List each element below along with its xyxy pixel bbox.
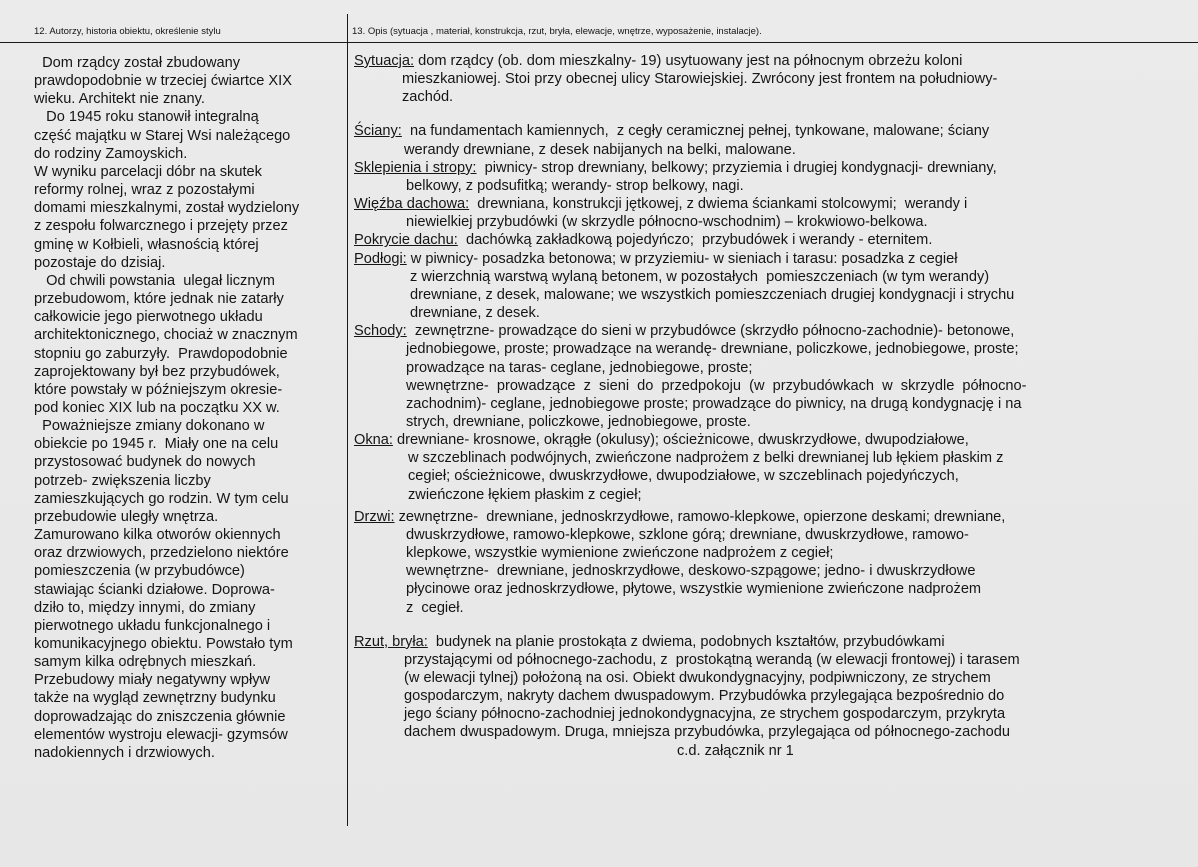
history-line: stopniu go zaburzyły. Prawdopodobnie xyxy=(34,345,288,362)
pokrycie-line-1: Pokrycie dachu: dachówką zakładkową pojedyńczo; przybudówek i werandy - eternitem. xyxy=(354,232,933,249)
history-line: Przebudowy miały negatywny wpływ xyxy=(34,672,271,689)
schody-line-4: wewnętrzne- prowadzące z sieni do przedpokoju (w przybudówkach w skrzydle północno- xyxy=(406,377,1027,394)
history-line: reformy rolnej, wraz z pozostałymi xyxy=(34,182,255,199)
history-line: prawdopodobnie w trzeciej ćwiartce XIX xyxy=(34,73,292,90)
history-line: gminę w Kołbieli, własnością której xyxy=(34,236,259,253)
sciany-term: Ściany: xyxy=(354,123,402,140)
okna-line-3: cegieł; ościeżnicowe, dwuskrzydłowe, dwupodziałowe, w szczeblinach pojedyńczych, xyxy=(408,468,959,485)
history-line: z zespołu folwarcznego i przejęty przez xyxy=(34,218,288,235)
history-line: zaprojektowany był bez przybudówek, xyxy=(34,363,280,380)
history-line: oraz drzwiowych, przedzielono niektóre xyxy=(34,545,289,562)
history-line: pierwotnego układu funkcjonalnego i xyxy=(34,617,271,634)
history-text-column xyxy=(34,54,346,762)
history-line: przebudowie uległy wnętrza. xyxy=(34,508,219,525)
wiezba-line-1: Więźba dachowa: drewniana, konstrukcji jętkowej, z dwiema ściankami stolcowymi; werandy i xyxy=(354,196,968,213)
history-line: pozostaje do dzisiaj. xyxy=(34,254,166,271)
drzwi-line-6: z cegieł. xyxy=(406,599,464,616)
header-divider-line xyxy=(0,42,1198,43)
drzwi-term: Drzwi: xyxy=(354,508,395,525)
sklepienia-line-2: belkowy, z podsufitką; werandy- strop belkowy, nagi. xyxy=(406,177,744,194)
history-line: nadokiennych i drzwiowych. xyxy=(34,744,215,761)
schody-line-2: jednobiegowe, proste; prowadzące na werandę- drewniane, policzkowe, jednobiegowe, proste; xyxy=(406,341,1019,358)
history-line: pomieszczenia (w przybudówce) xyxy=(34,563,245,580)
sklepienia-term: Sklepienia i stropy: xyxy=(354,159,477,176)
history-line: potrzeb- zwiększenia liczby xyxy=(34,472,211,489)
history-line: Od chwili powstania ulegał licznym xyxy=(34,272,275,289)
history-line: dziło to, między innymi, do zmiany xyxy=(34,599,256,616)
wiezba-line-2: niewielkiej przybudówki (w skrzydle północno-wschodnim) – krokwiowo-belkowa. xyxy=(406,214,928,231)
column-divider-line xyxy=(347,14,348,826)
history-line: domami mieszkalnymi, został wydzielony xyxy=(34,200,300,217)
schody-line-6: strych, drewniane, policzkowe, jednobiegowe, proste. xyxy=(406,413,751,430)
podlogi-term: Podłogi: xyxy=(354,250,407,267)
okna-line-4: zwieńczone łękiem płaskim z cegieł; xyxy=(408,486,642,503)
schody-term: Schody: xyxy=(354,323,407,340)
history-line: komunikacyjnego obiektu. Powstało tym xyxy=(34,636,293,652)
sciany-line-1: Ściany: na fundamentach kamiennych, z cegły ceramicznej pełnej, tynkowane, malowane; ściany xyxy=(354,123,990,140)
history-line: wieku. Architekt nie znany. xyxy=(34,91,205,108)
history-line: część majątku w Starej Wsi należącego xyxy=(34,127,291,144)
continuation-note: c.d. załącznik nr 1 xyxy=(677,742,794,759)
podlogi-line-2: z wierzchnią warstwą wylaną betonem, w pozostałych pomieszczeniach (w tym werandy) xyxy=(410,268,990,285)
history-line: obiekcie po 1945 r. Miały one na celu xyxy=(34,436,279,453)
history-line: które powstały w późniejszym okresie- xyxy=(34,381,283,398)
pokrycie-term: Pokrycie dachu: xyxy=(354,232,458,249)
section-12-heading: 12. Autorzy, historia obiektu, określenie stylu xyxy=(34,26,221,37)
rzut-line-1: Rzut, bryła: budynek na planie prostokąta z dwiema, podobnych kształtów, przybudówkami xyxy=(354,633,945,650)
schody-line-5: zachodnim)- ceglane, jednobiegowe proste; prowadzące do piwnicy, na drugą kondygnację i na xyxy=(406,395,1022,412)
podlogi-line-3: drewniane, z desek, malowane; we wszystkich pomieszczeniach drugiej kondygnacji i strychu xyxy=(410,286,1015,303)
sytuacja-line-3: zachód. xyxy=(402,89,454,106)
drzwi-line-3: klepkowe, wszystkie wymienione zwieńczone nadprożem z cegieł; xyxy=(406,545,834,562)
history-line: samym kilka odrębnych mieszkań. xyxy=(34,654,257,671)
history-line: Do 1945 roku stanowił integralną xyxy=(34,109,259,126)
history-line: przystosować budynek do nowych xyxy=(34,454,256,471)
drzwi-line-5: płycinowe oraz jednoskrzydłowe, płytowe, wszystkie wymienione zwieńczone nadprożem xyxy=(406,581,982,598)
okna-line-1: Okna: drewniane- krosnowe, okrągłe (okulusy); ościeżnicowe, dwuskrzydłowe, dwupodziałowe, xyxy=(354,432,969,449)
history-line: Zamurowano kilka otworów okiennych xyxy=(34,527,281,544)
okna-term: Okna: xyxy=(354,432,393,449)
drzwi-line-4: wewnętrzne- drewniane, jednoskrzydłowe, deskowo-szpągowe; jedno- i dwuskrzydłowe xyxy=(406,563,976,580)
schody-line-3: prowadzące na taras- ceglane, jednobiegowe, proste; xyxy=(406,359,753,376)
drzwi-line-1: Drzwi: zewnętrzne- drewniane, jednoskrzydłowe, ramowo-klepkowe, opierzone deskami; drewniane, xyxy=(354,508,1006,525)
okna-line-2: w szczeblinach podwójnych, zwieńczone nadprożem z belki drewnianej lub łękiem płaskim z xyxy=(408,450,1004,467)
history-line: architektonicznego, chociaż w znacznym xyxy=(34,327,298,344)
description-text-column xyxy=(354,52,1174,760)
history-line: zamieszkujących go rodzin. W tym celu xyxy=(34,490,289,507)
history-line: W wyniku parcelacji dóbr na skutek xyxy=(34,163,262,180)
drzwi-line-2: dwuskrzydłowe, ramowo-klepkowe, szklone górą; drewniane, dwuskrzydłowe, ramowo- xyxy=(406,526,969,543)
podlogi-line-4: drewniane, z desek. xyxy=(410,305,540,322)
history-line: pod koniec XIX lub na początku XX w. xyxy=(34,399,280,416)
history-line: doprowadzając do zniszczenia głównie xyxy=(34,708,286,725)
history-line: elementów wystroju elewacji- gzymsów xyxy=(34,726,288,743)
section-13-heading: 13. Opis (sytuacja , materiał, konstrukcja, rzut, bryła, elewacje, wnętrze, wyposażenie, instalacje). xyxy=(352,26,762,37)
rzut-line-4: gospodarczym, nakryty dachem dwuspadowym. Przybudówka przylegająca bezpośrednio do xyxy=(404,688,1005,705)
history-line: Poważniejsze zmiany dokonano w xyxy=(34,418,265,435)
rzut-line-5: jego ściany północno-zachodniej jednokondygnacyjna, ze strychem gospodarczym, przykryta xyxy=(404,706,1006,723)
history-line: do rodziny Zamoyskich. xyxy=(34,145,188,162)
sytuacja-line-1: Sytuacja: dom rządcy (ob. dom mieszkalny- 19) usytuowany jest na północnym obrzeżu koloni xyxy=(354,53,963,69)
history-line: stawiając ścianki działowe. Doprowa- xyxy=(34,581,275,598)
rzut-line-6: dachem dwuspadowym. Druga, mniejsza przybudówka, przylegająca od północnego-zachodu xyxy=(404,724,1010,741)
rzut-line-3: (w elewacji tylnej) położoną na osi. Obiekt dwukondygnacyjny, podpiwniczony, ze strychem xyxy=(404,670,991,686)
history-line: także na wygląd zewnętrzny budynku xyxy=(34,690,276,707)
sytuacja-line-2: mieszkaniowej. Stoi przy obecnej ulicy Starowiejskiej. Zwrócony jest frontem na południowy- xyxy=(402,71,998,88)
sklepienia-line-1: Sklepienia i stropy: piwnicy- strop drewniany, belkowy; przyziemia i drugiej kondygnacji- drewniany, xyxy=(354,159,997,176)
wiezba-term: Więźba dachowa: xyxy=(354,196,470,213)
history-line: całkowicie jego pierwotnego układu xyxy=(34,309,263,326)
podlogi-line-1: Podłogi: w piwnicy- posadzka betonowa; w przyziemiu- w sieniach i tarasu: posadzka z cegieł xyxy=(354,250,958,267)
sciany-line-2: werandy drewniane, z desek nabijanych na belki, malowane. xyxy=(404,141,796,158)
history-line: Dom rządcy został zbudowany xyxy=(34,55,241,71)
history-line: przebudowom, które jednak nie zatarły xyxy=(34,291,284,308)
rzut-term: Rzut, bryła: xyxy=(354,633,428,650)
rzut-line-2: przystającymi od północnego-zachodu, z prostokątną werandą (w elewacji frontowej) i tarasem xyxy=(404,651,1020,668)
schody-line-1: Schody: zewnętrzne- prowadzące do sieni w przybudówce (skrzydło północno-zachodnie)- betonowe, xyxy=(354,323,1015,340)
sytuacja-term: Sytuacja: xyxy=(354,53,415,69)
